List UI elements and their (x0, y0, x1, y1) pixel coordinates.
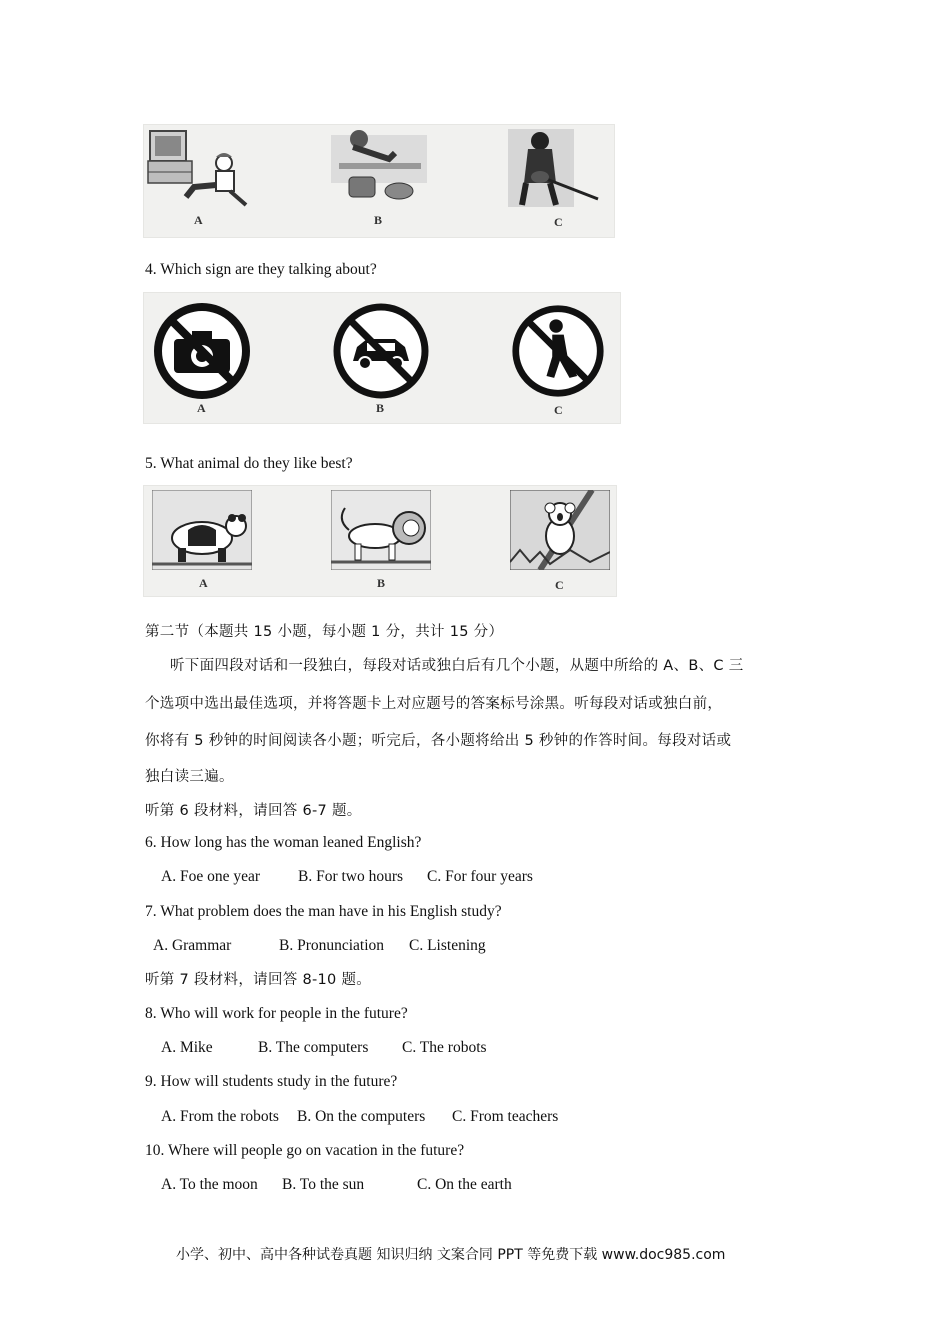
question-9-option-a: A. From the robots (161, 1108, 279, 1125)
question-9-option-b: B. On the computers (297, 1108, 426, 1125)
question-6-option-c: C. For four years (427, 868, 533, 885)
option-label-b: B (377, 576, 386, 590)
question-4-text: 4. Which sign are they talking about? (145, 261, 377, 278)
question-10-text: 10. Where will people go on vacation in the future? (145, 1142, 465, 1159)
question-6-option-b: B. For two hours (298, 868, 404, 885)
question-9-text: 9. How will students study in the future? (145, 1073, 398, 1090)
option-label-a: A (199, 576, 208, 590)
question-7-option-a: A. Grammar (153, 937, 232, 954)
option-label-a: A (197, 401, 206, 415)
question-7-text: 7. What problem does the man have in his English study? (145, 903, 502, 920)
no-camera-sign-icon (152, 301, 252, 401)
question-10-option-a: A. To the moon (161, 1176, 258, 1193)
question-5-text: 5. What animal do they like best? (145, 455, 353, 472)
option-label-c: C (554, 215, 563, 229)
watching-tv-picture (146, 127, 256, 212)
question-10-option-c: C. On the earth (417, 1176, 512, 1193)
option-label-a: A (194, 213, 203, 227)
material-6-heading: 听第 6 段材料，请回答 6-7 题。 (145, 803, 362, 819)
koala-picture (510, 490, 610, 570)
playing-guitar-picture (506, 127, 602, 211)
instructions-line-2: 个选项中选出最佳选项，并将答题卡上对应题号的答案标号涂黑。听每段对话或独白前， (145, 696, 723, 712)
question-7-option-c: C. Listening (409, 937, 486, 954)
question-8-option-a: A. Mike (161, 1039, 213, 1056)
image-strip-activities (143, 124, 615, 238)
image-strip-signs (143, 292, 621, 424)
material-7-heading: 听第 7 段材料，请回答 8-10 题。 (145, 972, 372, 988)
instructions-line-1: 听下面四段对话和一段独白，每段对话或独白后有几个小题，从题中所给的 A、B、C 三 (170, 658, 744, 674)
studying-at-desk-picture (329, 127, 429, 207)
option-label-c: C (554, 403, 563, 417)
question-6-option-a: A. Foe one year (161, 868, 260, 885)
panda-picture (152, 490, 252, 570)
section-2-heading: 第二节（本题共 15 小题，每小题 1 分，共计 15 分） (145, 624, 504, 640)
question-7-option-b: B. Pronunciation (279, 937, 385, 954)
instructions-line-3: 你将有 5 秒钟的时间阅读各小题；听完后，各小题将给出 5 秒钟的作答时间。每段对话或 (145, 733, 732, 749)
question-8-option-c: C. The robots (402, 1039, 487, 1056)
no-pedestrians-sign-icon (510, 303, 606, 399)
instructions-line-4: 独白读三遍。 (145, 769, 234, 785)
footer-download-note: 小学、初中、高中各种试卷真题 知识归纳 文案合同 PPT 等免费下载 www.doc985.com (176, 1247, 726, 1263)
option-label-b: B (376, 401, 385, 415)
question-9-option-c: C. From teachers (452, 1108, 559, 1125)
question-10-option-b: B. To the sun (282, 1176, 365, 1193)
option-label-b: B (374, 213, 383, 227)
no-cars-sign-icon (331, 301, 431, 401)
image-strip-animals (143, 485, 617, 597)
question-8-option-b: B. The computers (258, 1039, 369, 1056)
option-label-c: C (555, 578, 564, 592)
question-8-text: 8. Who will work for people in the future? (145, 1005, 408, 1022)
lion-picture (331, 490, 431, 570)
question-6-text: 6. How long has the woman leaned English? (145, 834, 422, 851)
